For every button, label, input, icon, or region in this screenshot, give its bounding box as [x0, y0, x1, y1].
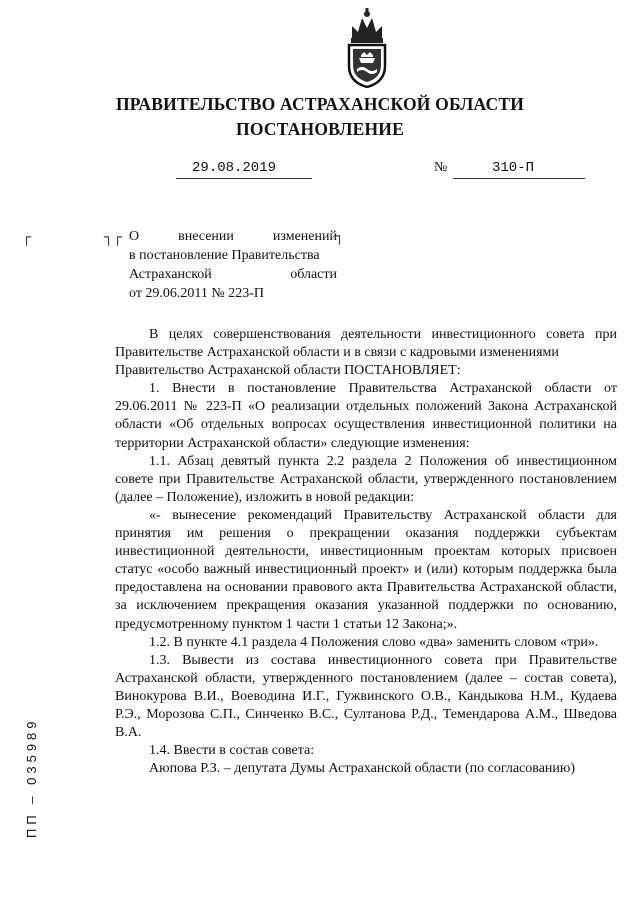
coat-of-arms-icon	[344, 8, 390, 88]
corner-mark: ┐	[335, 227, 345, 245]
corner-mark: ┌	[22, 228, 32, 246]
clause-1-1: 1.1. Абзац девятый пункта 2.2 раздела 2 Положения об инвестиционном совете при Правительстве Астраханской области, утвержденного постановлением (далее – Положение), изложить в новой редакции:	[115, 453, 617, 505]
document-type: ПОСТАНОВЛЕНИЕ	[236, 119, 404, 139]
subject-line: Астраханской области	[129, 267, 337, 282]
resolves-paragraph: Правительство Астраханской области ПОСТАНОВЛЯЕТ:	[115, 363, 461, 379]
number-label: №	[434, 160, 448, 175]
document-date: 29.08.2019	[192, 160, 277, 176]
clause-1: 1. Внести в постановление Правительства Астраханской области от 29.06.2011 № 223-П «О реализации отдельных положений Закона Астраханской области «Об отдельных вопросах осуществления инвестиционной политики на территории Астраханской области» следующие изменения:	[115, 381, 617, 451]
clause-1-3: 1.3. Вывести из состава инвестиционного совета при Правительстве Астраханской области, утвержденного постановлением (далее – состав совета), Винокурова В.И., Воеводина И.Г., Гужвинского О.В., Кандыкова Н.М., Кудаева Р.Э., Морозова С.П., Синченко В.С., Султанова Р.Д., Темендарова А.М., Шведова В.А.	[115, 652, 617, 741]
subject-line: в постановление Правительства	[129, 248, 320, 263]
subject-line: О внесении изменений	[129, 229, 337, 244]
government-title: ПРАВИТЕЛЬСТВО АСТРАХАНСКОЙ ОБЛАСТИ	[115, 94, 525, 114]
subject-line: от 29.06.2011 № 223-П	[129, 286, 265, 301]
corner-mark: ┐┌	[104, 228, 123, 246]
decree-subject	[129, 227, 337, 303]
document-number: 310-П	[492, 160, 535, 176]
number-underline	[453, 178, 585, 179]
clause-1-1-text: «- вынесение рекомендаций Правительству Астраханской области для принятия им решения о прекращении оказания поддержки субъектам инвестиционной деятельности, инвестиционным проектам которых присвоен статус «особо важный инвестиционный проект» и (или) которым поддержка была предоставлена на основании правового акта Правительства Астраханской области, за исключением прекращения оказания указанной поддержки по основанию, предусмотренному пунктом 1 части 1 статьи 12 Закона;».	[115, 507, 617, 632]
preamble-paragraph: В целях совершенствования деятельности инвестиционного совета при Правительстве Астраханской области и в связи с кадровыми изменениями	[115, 327, 617, 361]
side-serial-code: ПП – 035989	[24, 717, 39, 838]
clause-1-4: 1.4. Ввести в состав совета:	[149, 743, 315, 759]
clause-1-4-member: Аюпова Р.З. – депутата Думы Астраханской области (по согласованию)	[149, 761, 576, 777]
decree-body	[115, 326, 617, 778]
date-underline	[176, 178, 312, 179]
clause-1-2: 1.2. В пункте 4.1 раздела 4 Положения слово «два» заменить словом «три».	[149, 634, 599, 650]
